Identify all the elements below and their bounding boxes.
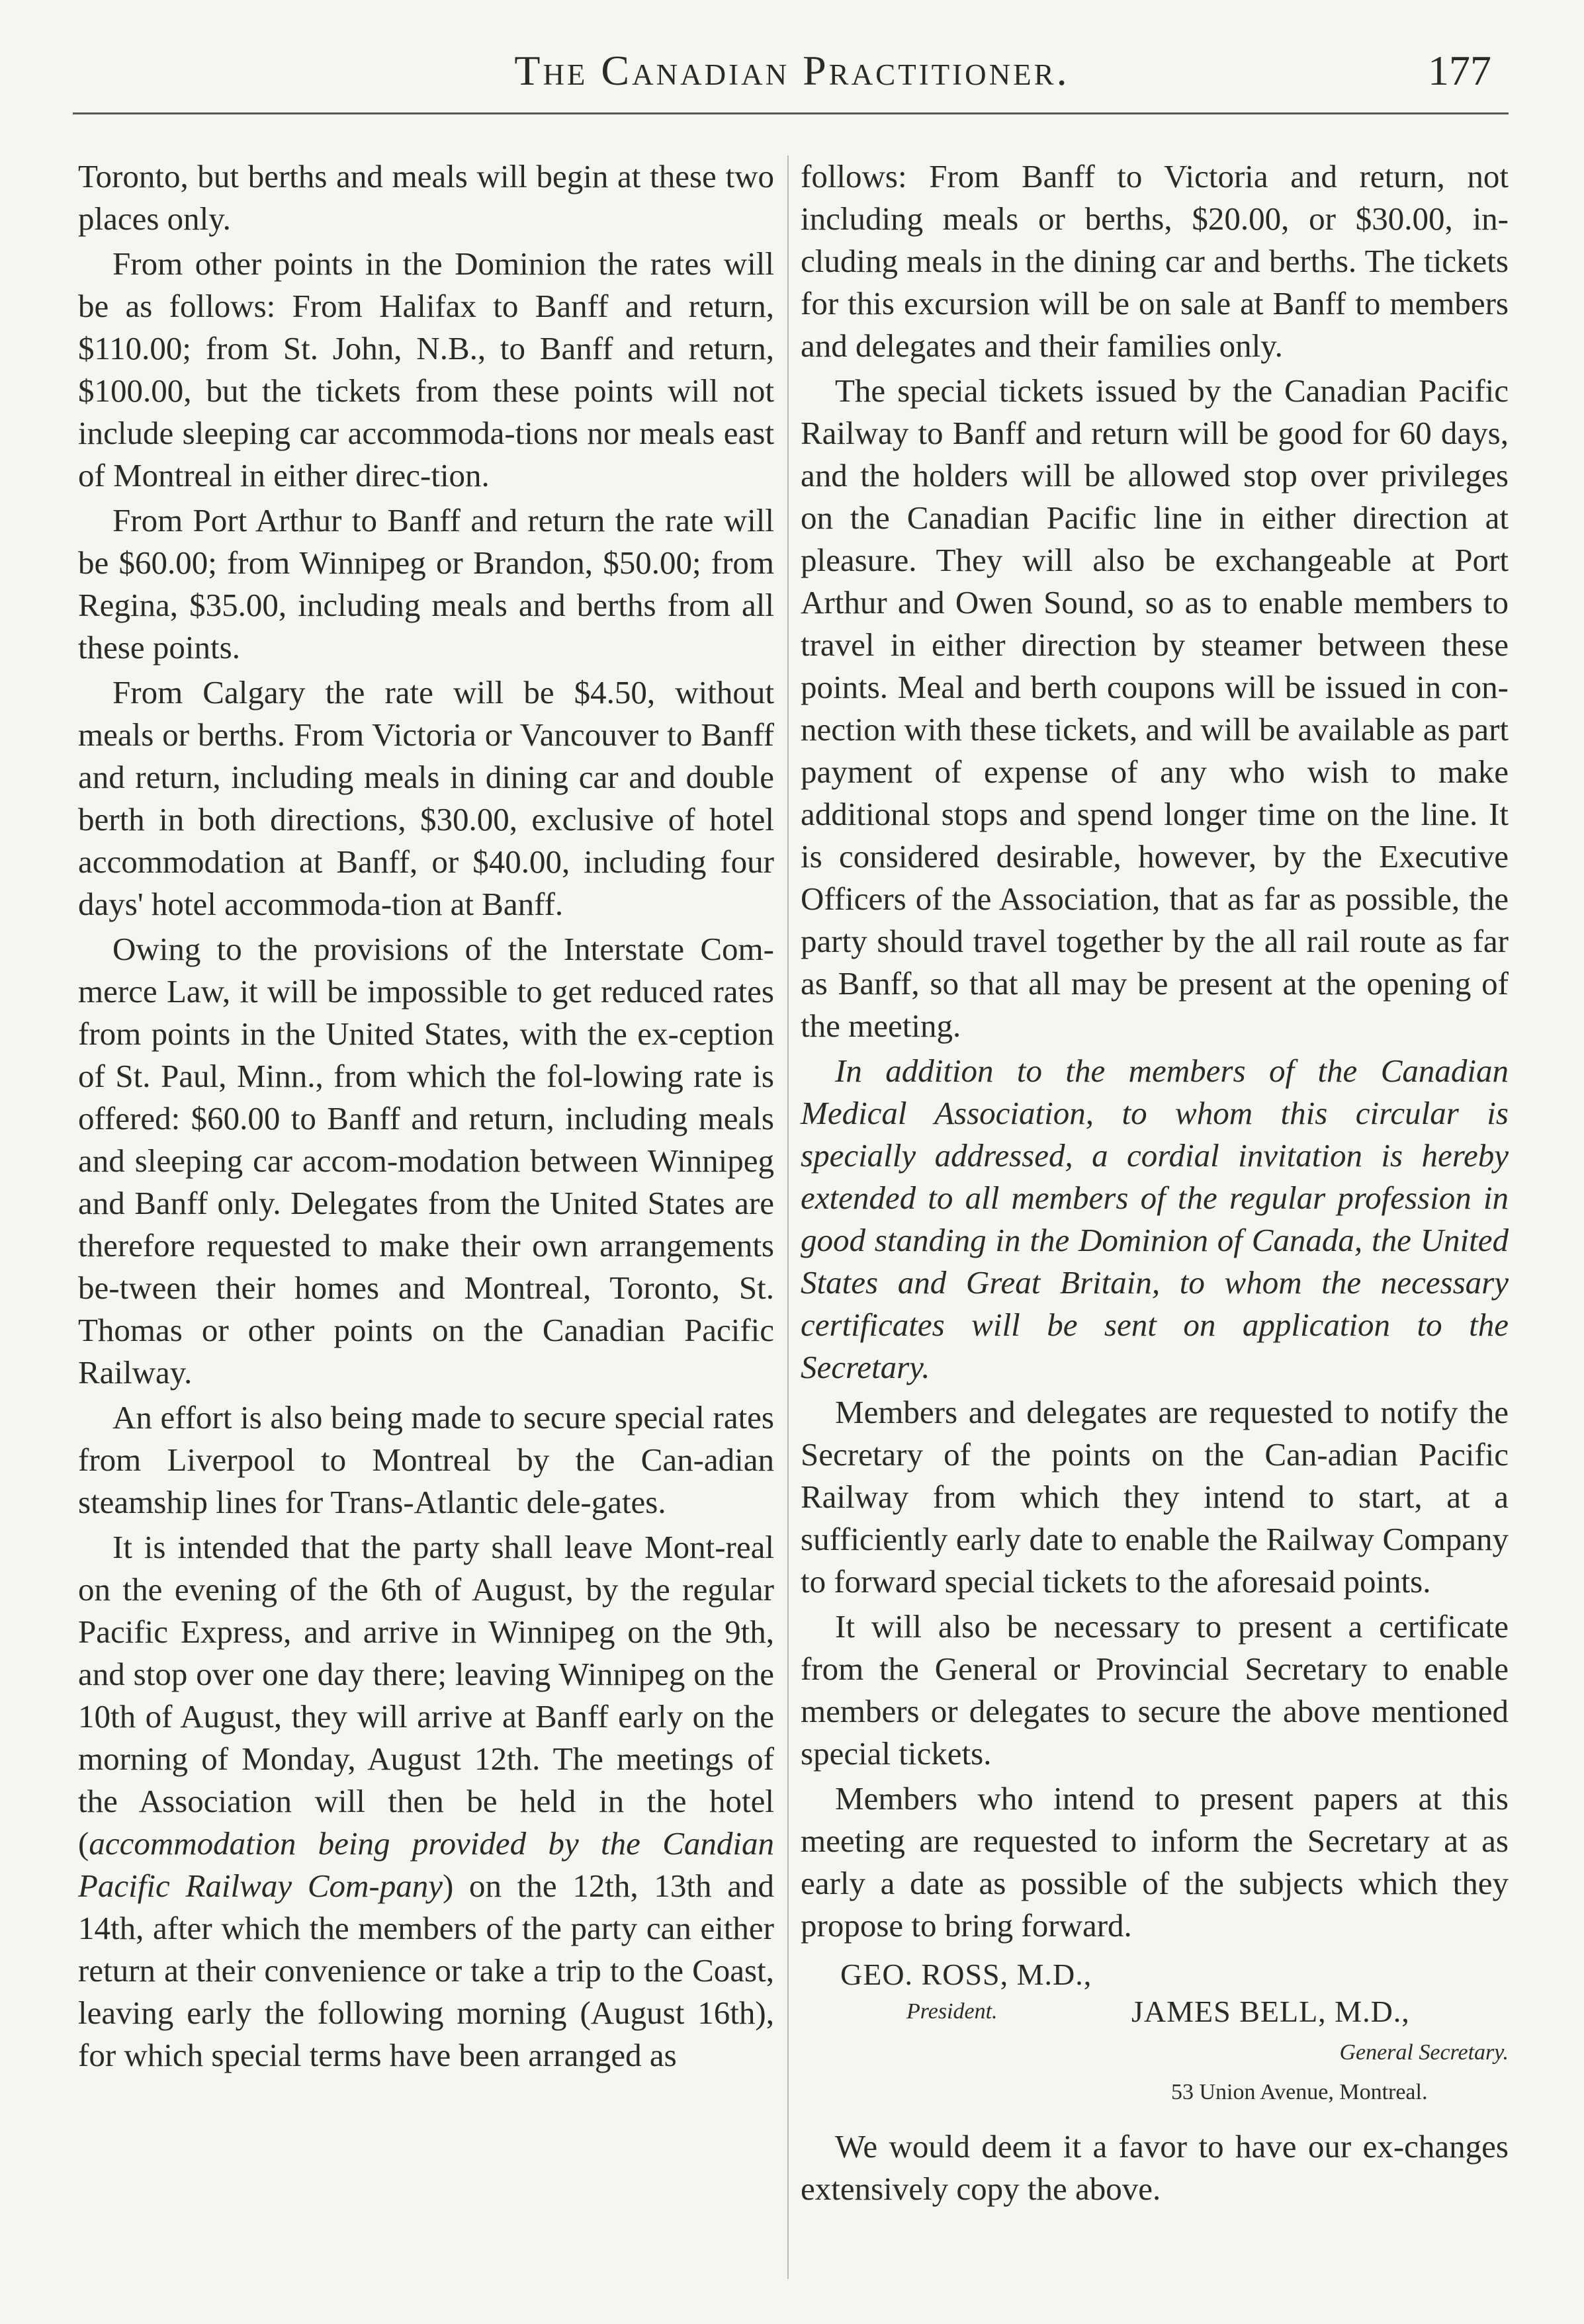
paragraph-text: It is intended that the party shall leave Mont-real on the evening of the 6th of August, by the regular Pacific Express, and arrive in Winnipeg on the 9th, and stop over one day there; leaving Winnipeg on the 10th of August, they will arrive at Banff early on the morning of Monday, August 12th. The meetings of the Association will then be held in the hotel ( (78, 1529, 774, 1862)
president-name: GEO. ROSS, M.D., (840, 1958, 1092, 1991)
president-title: President. (906, 1999, 998, 2024)
italic-paragraph: In addition to the members of the Canadian Medical Association, to whom this circular is specially addressed, a cordial invitation is hereby extended to all members of the regular profession in good standing in the Dominion of Canada, the United States and Great Britain, to whom the necessary certificates will be sent on application to the Secretary. (801, 1053, 1509, 1385)
paragraph: From Calgary the rate will be $4.50, without meals or berths. From Victoria or Vancouver to Banff and return, including meals in dining car and double berth in both directions, $30.00, exclusive of hotel accommodation at Banff, or $40.00, including four days' hotel accommoda-tion at Banff. (78, 674, 774, 922)
paragraph: Members who intend to present papers at this meeting are requested to inform the Secretary at as early a date as possible of the subjects which they propose to bring forward. (801, 1780, 1509, 1944)
paragraph: The special tickets issued by the Canadian Pacific Railway to Banff and return will be good for 60 days, and the holders will be allowed stop over privileges on the Canadian Pacific line in either direction at pleasure. They will also be exchangeable at Port Arthur and Owen Sound, so as to enable members to travel in either direction by steamer between these points. Meal and berth coupons will be issued in con-nection with these tickets, and will be available as part payment of expense of any who wish to make additional stops and spend longer time on the line. It is considered desirable, however, by the Executive Officers of the Association, that as far as possible, the party should travel together by the all rail route as far as Banff, so that all may be present at the opening of the meeting. (801, 372, 1509, 1044)
left-column (78, 155, 774, 2079)
page-number: 177 (1428, 47, 1491, 94)
paragraph: Toronto, but berths and meals will begin at these two places only. (78, 158, 774, 237)
paragraph: It will also be necessary to present a certificate from the General or Provincial Secretary to enable members or delegates to secure the above mentioned special tickets. (801, 1608, 1509, 1772)
secretary-address: 53 Union Avenue, Montreal. (1171, 2080, 1428, 2104)
paragraph: Members and delegates are requested to notify the Secretary of the points on the Can-adian Pacific Railway from which they intend to start, at a sufficiently early date to enable the Railway Company to forward special tickets to the aforesaid points. (801, 1394, 1509, 1600)
paragraph (78, 1526, 774, 2077)
paragraph: An effort is also being made to secure special rates from Liverpool to Montreal by the Can-adian steamship lines for Trans-Atlantic dele-gates. (78, 1399, 774, 1520)
paragraph-text: ) on the 12th, 13th and 14th, after which the members of the party can either return at their convenience or take a trip to the Coast, leaving early the following morning (August 16th), for which special terms have been arranged as (78, 1868, 774, 2073)
paragraph: We would deem it a favor to have our ex-changes extensively copy the above. (801, 2128, 1509, 2207)
running-header-title: The Canadian Practitioner. (514, 47, 1070, 94)
paragraph: follows: From Banff to Victoria and return, not including meals or berths, $20.00, or $30.00, in-cluding meals in the dining car and berths. The tickets for this excursion will be on sale at Banff to members and delegates and their families only. (801, 158, 1509, 364)
paragraph: From Port Arthur to Banff and return the rate will be $60.00; from Winnipeg or Brandon, $50.00; from Regina, $35.00, including meals and berths from all these points. (78, 502, 774, 666)
secretary-title: General Secretary. (1339, 2040, 1509, 2065)
right-column (801, 155, 1509, 2213)
secretary-name: JAMES BELL, M.D., (1131, 1995, 1410, 2028)
column-divider (787, 155, 789, 2279)
signature-block (801, 1954, 1509, 2126)
header-rule (73, 112, 1509, 114)
paragraph: From other points in the Dominion the rates will be as follows: From Halifax to Banff and return, $110.00; from St. John, N.B., to Banff and return, $100.00, but the tickets from these points will not include sleeping car accommoda-tions nor meals east of Montreal in either direc-tion. (78, 245, 774, 494)
italic-text: accommodation being provided by the Candian Pacific Railway Com-pany (78, 1825, 774, 1904)
paragraph: Owing to the provisions of the Interstate Com-merce Law, it will be impossible to get reduced rates from points in the United States, with the ex-ception of St. Paul, Minn., from which the fol-lowing rate is offered: $60.00 to Banff and return, including meals and sleeping car accom-modation between Winnipeg and Banff only. Delegates from the United States are therefore requested to make their own arrangements be-tween their homes and Montreal, Toronto, St. Thomas or other points on the Canadian Pacific Railway. (78, 931, 774, 1391)
